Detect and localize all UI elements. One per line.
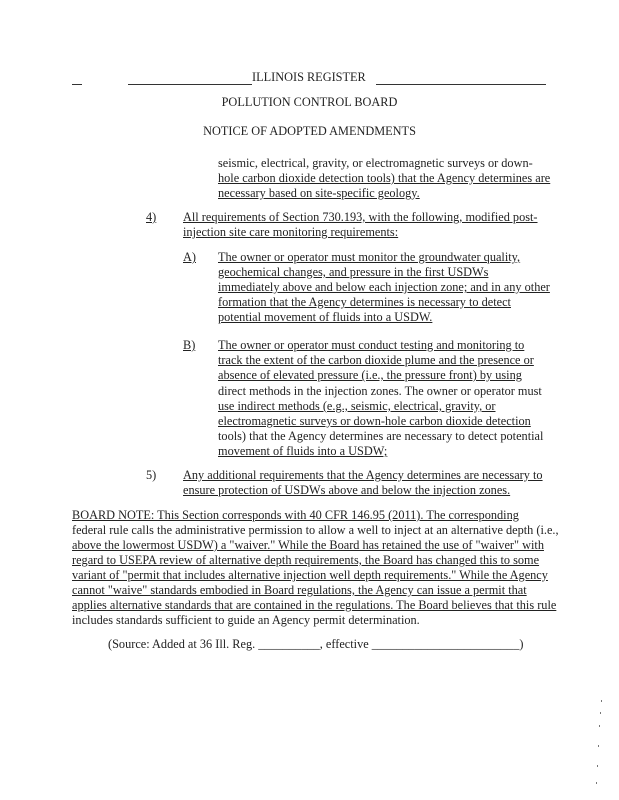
text-line: immediately above and below each injection zone; and in any other bbox=[218, 280, 550, 294]
header-rule-right bbox=[376, 84, 546, 85]
header-rule-left2 bbox=[128, 84, 252, 85]
text-line: absence of elevated pressure (i.e., the pressure front) by using bbox=[218, 368, 522, 382]
text-line: above the lowermost USDW) a "waiver." While the Board has retained the use of "waiver" with bbox=[72, 538, 544, 552]
text-line: cannot "waive" standards embodied in Board regulations, the Agency can issue a permit that bbox=[72, 583, 527, 597]
text-line: necessary based on site-specific geology. bbox=[218, 186, 420, 200]
text-line: variant of "permit that includes alternative injection well depth requirements." While the Agency bbox=[72, 568, 548, 582]
text-line: use indirect methods (e.g., seismic, electrical, gravity, or bbox=[218, 399, 496, 413]
text-line: BOARD NOTE: This Section corresponds with 40 CFR 146.95 (2011). The corresponding bbox=[72, 508, 519, 522]
text-line: ensure protection of USDWs above and below the injection zones. bbox=[183, 483, 511, 497]
item-label: A) bbox=[183, 250, 196, 264]
text-line: tools) that the Agency determines are necessary to detect potential bbox=[218, 429, 544, 443]
header-rule-left bbox=[72, 84, 82, 85]
text-line: federal rule calls the administrative permission to allow a well to inject at an alternative depth (i.e., bbox=[72, 523, 559, 537]
text-line: The owner or operator must conduct testing and monitoring to bbox=[218, 338, 525, 352]
agency-title: POLLUTION CONTROL BOARD bbox=[221, 95, 398, 109]
effective-blank: ________________________ bbox=[371, 637, 520, 651]
register-title: ILLINOIS REGISTER bbox=[252, 70, 366, 84]
text-line: All requirements of Section 730.193, with the following, modified post- bbox=[183, 210, 538, 224]
text-line: includes standards sufficient to guide an Agency permit determination. bbox=[72, 613, 420, 627]
text-line: potential movement of fluids into a USDW. bbox=[218, 310, 433, 324]
source-prefix: (Source: Added at 36 Ill. Reg. bbox=[108, 637, 256, 651]
text-line: formation that the Agency determines is necessary to detect bbox=[218, 295, 511, 309]
source-effective: , effective bbox=[319, 637, 369, 651]
item-label: 4) bbox=[146, 210, 157, 224]
source-line bbox=[108, 637, 523, 652]
text-line: electromagnetic surveys or down-hole carbon dioxide detection bbox=[218, 414, 531, 428]
reg-blank: __________ bbox=[258, 637, 320, 651]
item-label: B) bbox=[183, 338, 196, 352]
text-line: Any additional requirements that the Agency determines are necessary to bbox=[183, 468, 543, 482]
notice-title: NOTICE OF ADOPTED AMENDMENTS bbox=[203, 124, 416, 138]
text-line: direct methods in the injection zones. The owner or operator must bbox=[218, 384, 542, 398]
text-line: regard to USEPA review of alternative depth requirements, the Board has changed this to some bbox=[72, 553, 540, 567]
text-line: movement of fluids into a USDW; bbox=[218, 444, 388, 458]
text-line: seismic, electrical, gravity, or electromagnetic surveys or down- bbox=[218, 156, 533, 170]
text-line: hole carbon dioxide detection tools) that the Agency determines are bbox=[218, 171, 551, 185]
text-line: track the extent of the carbon dioxide plume and the presence or bbox=[218, 353, 534, 367]
text-line: injection site care monitoring requirements: bbox=[183, 225, 399, 239]
text-line: The owner or operator must monitor the groundwater quality, bbox=[218, 250, 521, 264]
source-end: ) bbox=[519, 637, 524, 651]
text-line: applies alternative standards that are contained in the regulations. The Board believes that this rule bbox=[72, 598, 557, 612]
item-label: 5) bbox=[146, 468, 157, 482]
text-line: geochemical changes, and pressure in the first USDWs bbox=[218, 265, 489, 279]
